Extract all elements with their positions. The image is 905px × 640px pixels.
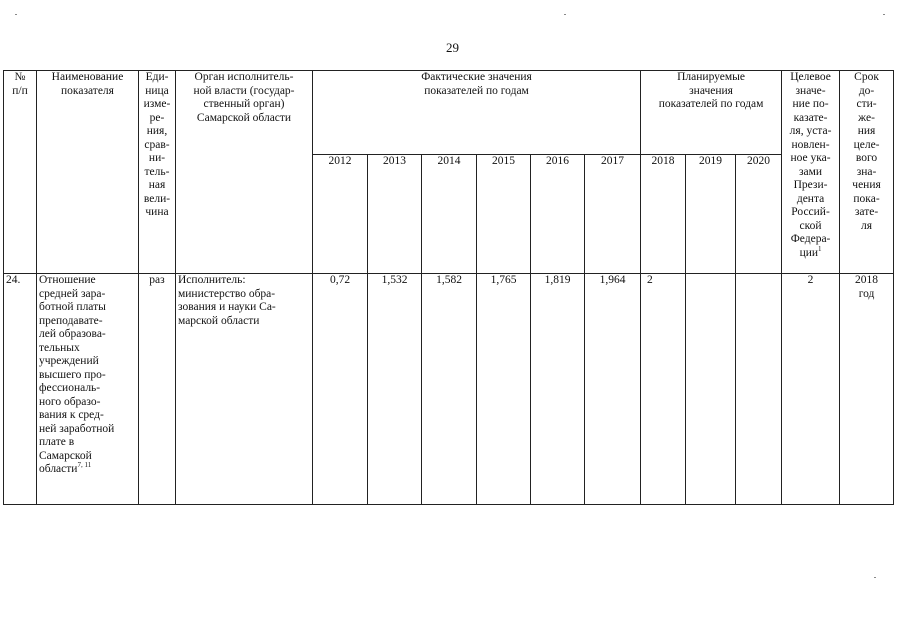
year-header-2020: 2020 [736,155,782,274]
header-planned-text: Планируемые значения показателей по годам [658,71,764,110]
header-org [176,71,313,274]
year-header-2017: 2017 [585,155,641,274]
header-planned [641,71,782,155]
header-unit [139,71,176,274]
year-header-2018: 2018 [641,155,686,274]
header-org-text: Орган исполнитель- ной власти (государ- ственный орган) Самарской области [193,71,295,124]
row-deadline-text: 2018 год [855,274,879,300]
row-org-text: Исполнитель: министерство обра- зования и науки Са- марской области [178,274,276,327]
header-target-footnote: 1 [818,244,822,253]
table-row [4,274,894,505]
row-name-footnote: 7, 11 [77,461,92,470]
year-header-2015: 2015 [477,155,531,274]
row-num: 24. [4,274,37,505]
scan-speck [883,14,885,15]
row-unit: раз [139,274,176,505]
table-header-row [4,71,894,155]
page-number: 29 [446,40,459,55]
year-header-2016: 2016 [531,155,585,274]
indicators-table [3,70,894,505]
value-2012: 0,72 [313,274,368,505]
year-header-2019: 2019 [686,155,736,274]
value-2013: 1,532 [368,274,422,505]
value-2017: 1,964 [585,274,641,505]
value-2020 [736,274,782,505]
header-deadline-text: Срок до- сти- же- ния целе- вого зна- чения пока- зате- ля [852,71,881,232]
scan-speck [874,577,876,578]
row-deadline [840,274,894,505]
scan-speck [564,14,566,15]
row-target: 2 [782,274,840,505]
header-name-text: Наименование показателя [51,71,124,97]
value-2015: 1,765 [477,274,531,505]
header-deadline [840,71,894,274]
header-actual [313,71,641,155]
header-unit-text: Еди- ница изме- ре- ния, срав- ни- тель- ная вели- чина [143,71,171,218]
header-name [37,71,139,274]
year-header-2014: 2014 [422,155,477,274]
row-name-text: Отношение средней зара- ботной платы преподавате- лей образова- тельных учреждений высшего про- фессиональ- ного образо- вания к сред- ней заработной плате в Самарской области [39,274,115,475]
header-num [4,71,37,274]
scan-speck [15,14,17,15]
header-target-text: Целевое значе- ние по- казате- ля, уста- новлен- ное ука- зами Прези- дента Россий- ской Федера- ции [789,71,832,259]
year-header-2012: 2012 [313,155,368,274]
value-2014: 1,582 [422,274,477,505]
year-header-2013: 2013 [368,155,422,274]
row-name [37,274,139,505]
value-2016: 1,819 [531,274,585,505]
header-num-text: № п/п [12,71,28,97]
header-actual-text: Фактические значения показателей по годам [421,71,532,97]
value-2018: 2 [641,274,686,505]
value-2019 [686,274,736,505]
row-org [176,274,313,505]
header-target [782,71,840,274]
